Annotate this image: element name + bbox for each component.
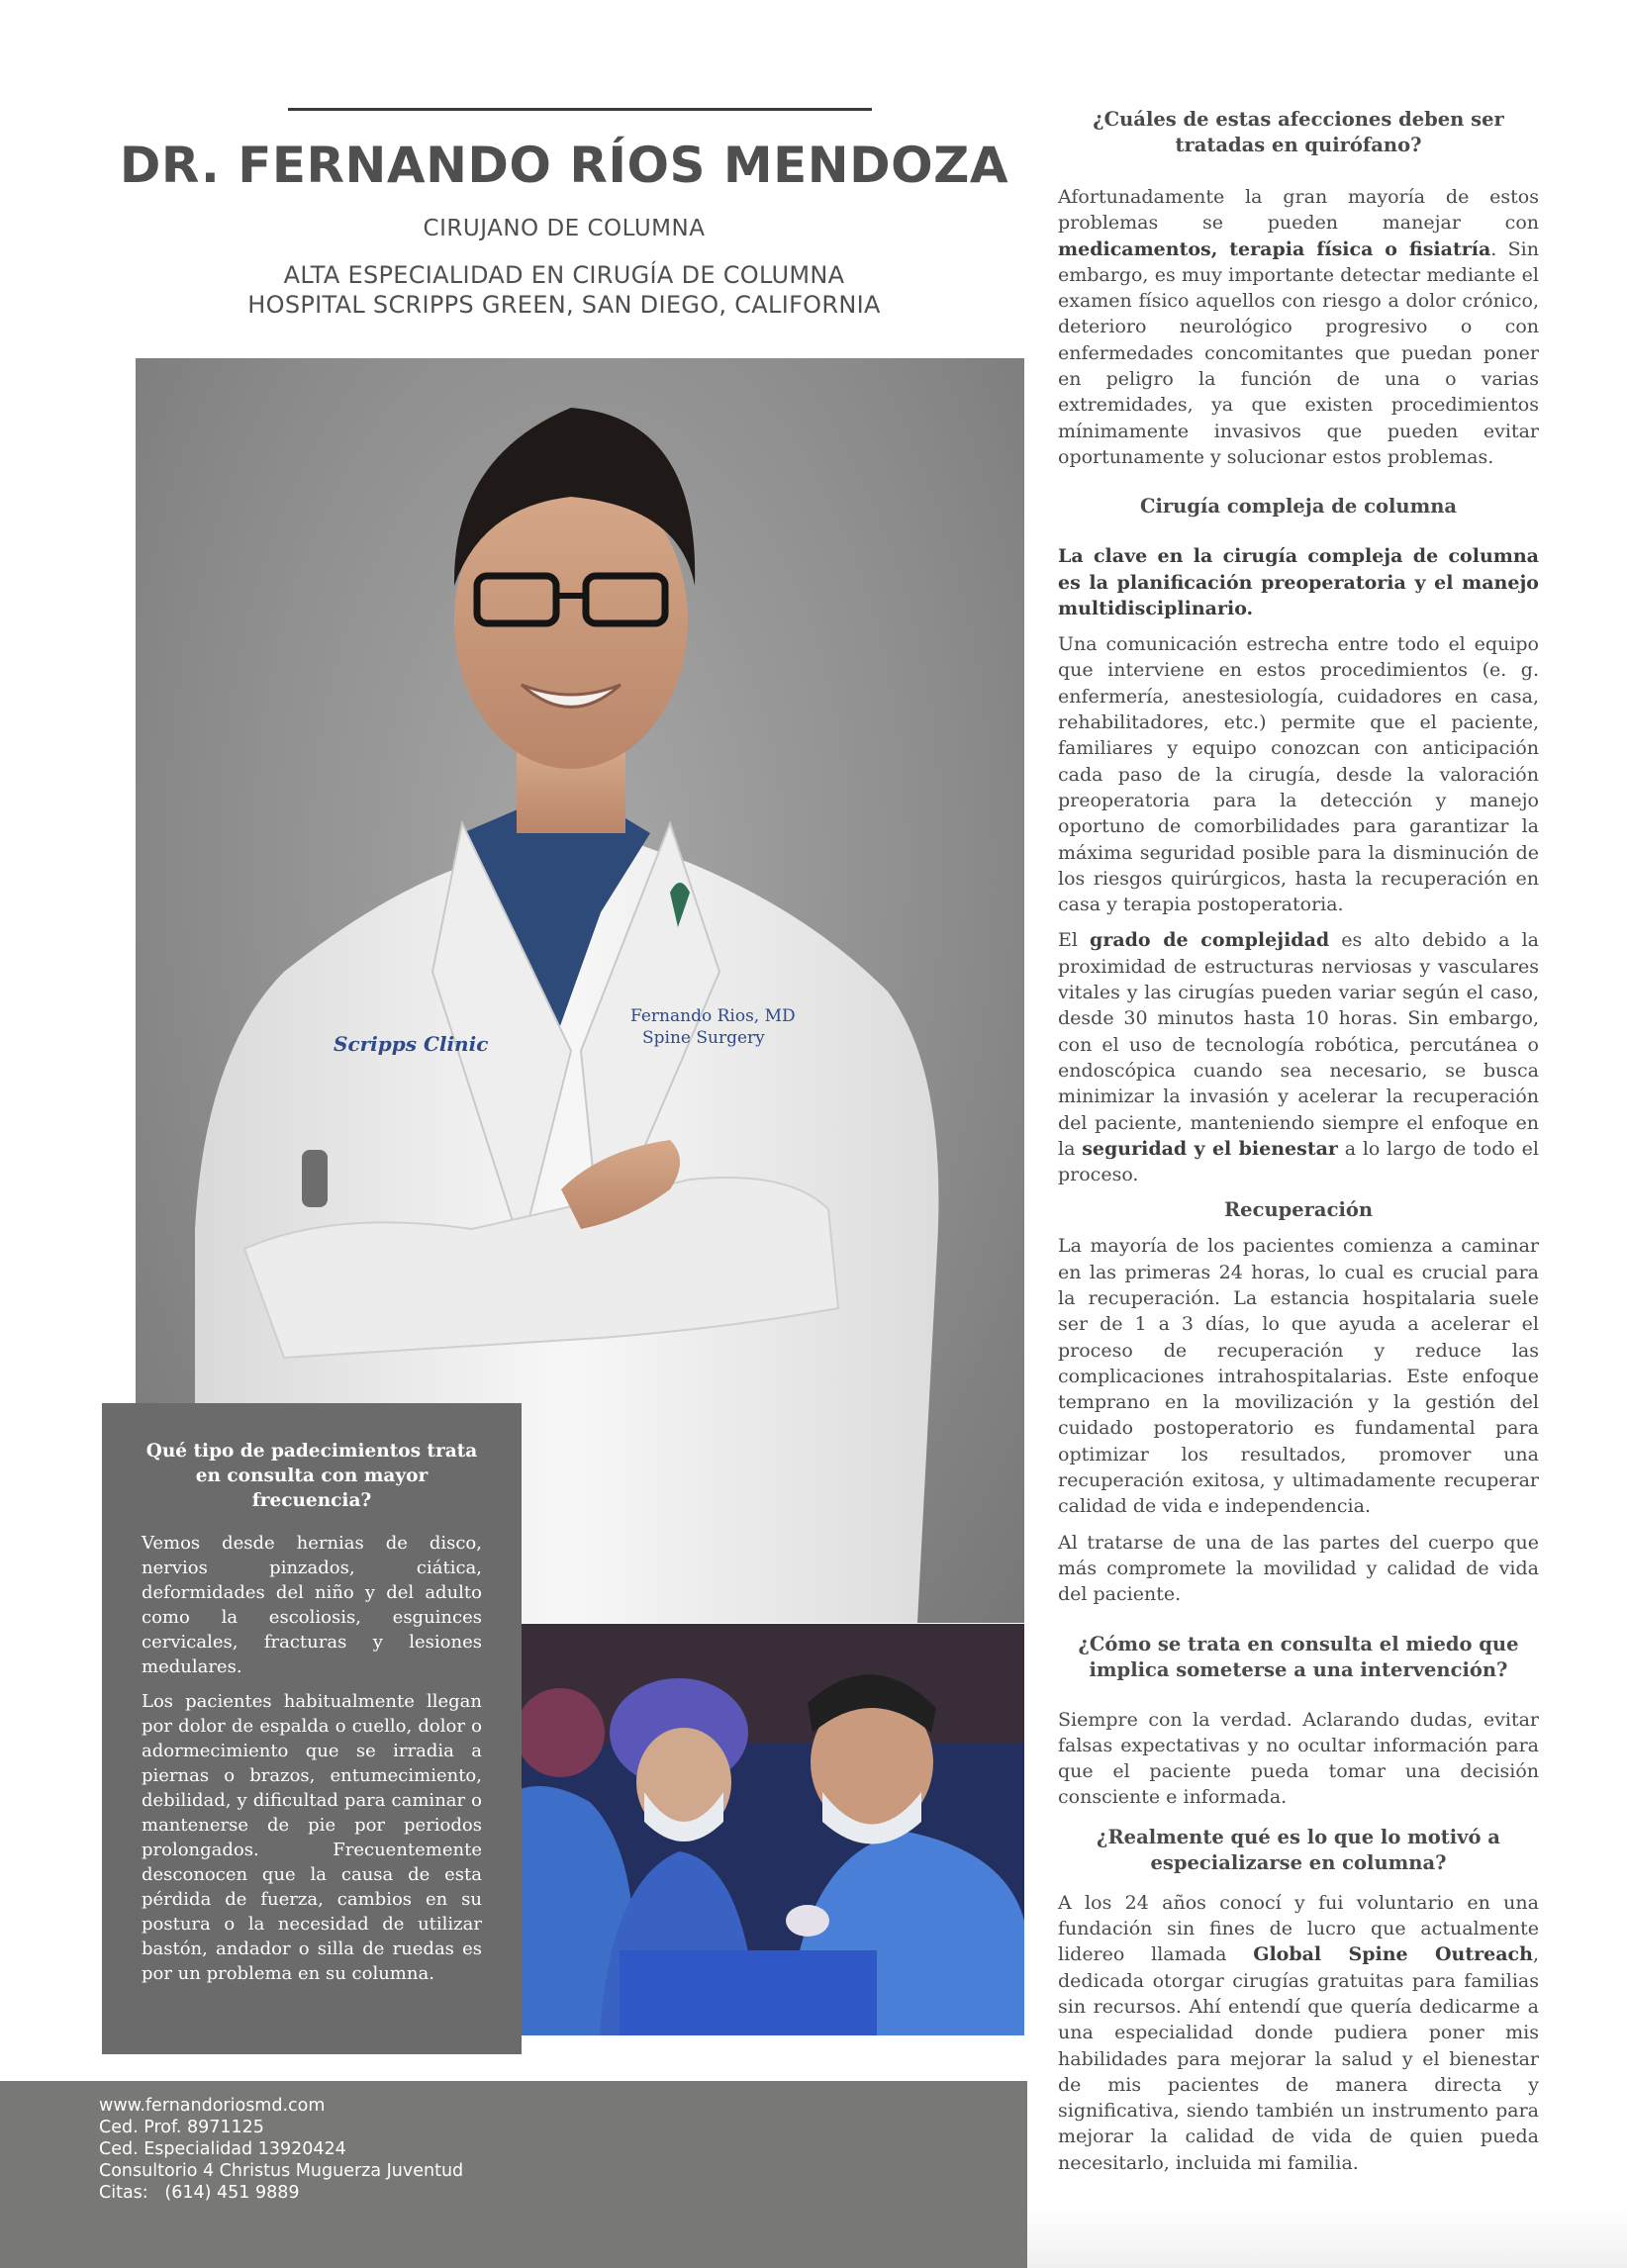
question-motivation: ¿Realmente qué es lo que lo motivó a especializarse en columna? [1097, 1825, 1500, 1874]
coat-name: Fernando Rios, MD [630, 1006, 796, 1026]
specialty-license: Ced. Especialidad 13920424 [99, 2139, 346, 2159]
answer-surgery-text-2: . Sin embargo, es muy importante detectar mediante el examen físico aquellos con riesgo a dolor crónico, deterioro neurológico progresivo o con enfermedades concomitantes que puedan poner en peligro la función de una o varias extremidades, ya que existen procedimientos mínimamente invasivos que pueden evitar oportunamente y solucionar estos problemas. [1058, 237, 1539, 468]
answer-surgery [1058, 184, 1539, 470]
complexity-text-2: es alto debido a la proximidad de estructuras nerviosas y vasculares vitales y las cirugías pueden variar según el caso, desde 30 minutos hasta 10 horas. Sin embargo, con el uso de tecnología robótica, percutánea o endoscópica cuando sea necesario, se busca minimizar la invasión y acelerar la recuperación del paciente, manteniendo siempre el enfoque en la [1058, 929, 1540, 1160]
surgery-illustration [481, 1624, 1024, 2035]
coat-dept: Spine Surgery [642, 1028, 765, 1048]
question-surgery: ¿Cuáles de estas afecciones deben ser tratadas en quirófano? [1093, 108, 1504, 156]
complex-surgery-paragraph-1: Una comunicación estrecha entre todo el equipo que interviene en estos procedimientos (e. g. enfermería, anestesiología, cuidadores en casa, rehabilitadores, etc.) permite que el paciente, familiares y equipo conozcan con anticipación cada paso de la cirugía, desde la valoración preoperatoria para la detección y manejo oportuno de comorbilidades para garantizar la máxima seguridad posible para la disminución de los riesgos quirúrgicos, hasta la recuperación en casa y terapia postoperatoria. [1058, 633, 1539, 916]
complexity-text-1: El [1058, 929, 1091, 952]
heading-complex-surgery: Cirugía compleja de columna [1139, 495, 1458, 519]
website-link[interactable]: www.fernandoriosmd.com [99, 2096, 326, 2116]
complex-surgery-paragraph-2 [1058, 927, 1539, 1187]
answer-fear: Siempre con la verdad. Aclarando dudas, evitar falsas expectativas y no ocultar información para que el paciente pueda tomar una decisión consciente e informada. [1058, 1708, 1539, 1809]
doctor-title: CIRUJANO DE COLUMNA [423, 216, 706, 241]
header-rule [288, 108, 872, 111]
faq-answer-paragraph-1: Vemos desde hernias de disco, nervios pinzados, ciática, deformidades del niño y del adulto como la escoliosis, esguinces cervicales, fracturas y lesiones medulares. [142, 1533, 482, 1677]
complexity-bold-1: grado de complejidad [1090, 929, 1330, 952]
faq-box [102, 1403, 522, 2054]
motivation-bold: Global Spine Outreach [1253, 1943, 1533, 1966]
coat-logo: Scripps Clinic [334, 1032, 489, 1056]
contact-footer [0, 2081, 1027, 2268]
complexity-text-3: a lo largo de todo el proceso. [1058, 1137, 1539, 1186]
professional-license: Ced. Prof. 8971125 [99, 2118, 264, 2137]
faq-question: Qué tipo de padecimientos trata en consulta con mayor frecuencia? [145, 1441, 478, 1511]
bottom-shadow-strip [1027, 2207, 1627, 2268]
motivation-text-2: , dedicada otorgar cirugías gratuitas para familias sin recursos. Ahí entendí que quería dedicarme a una especialidad donde pudiera poner mis habilidades para mejorar la salud y el bienestar de mis pacientes de manera directa y significativa, siendo también un instrumento para mejorar la calidad de vida de quien pueda necesitarlo, incluida mi familia. [1058, 1943, 1539, 2174]
question-fear: ¿Cómo se trata en consulta el miedo que implica someterse a una intervención? [1078, 1632, 1519, 1681]
appointments-phone: Citas: (614) 451 9889 [99, 2183, 300, 2203]
complex-surgery-lead: La clave en la cirugía compleja de columna es la planificación preoperatoria y el manejo multidisciplinario. [1058, 545, 1539, 619]
motivation-text-1: A los 24 años conocí y fui voluntario en una fundación sin fines de lucro que actualmente lidereo llamada [1058, 1891, 1539, 1966]
office-address: Consultorio 4 Christus Muguerza Juventud [99, 2161, 464, 2181]
faq-answer-paragraph-2: Los pacientes habitualmente llegan por dolor de espalda o cuello, dolor o adormecimiento que se irradia a piernas o brazos, entumecimiento, debilidad, y dificultad para caminar o mantenerse de pie por periodos prolongados. Frecuentemente desconocen que la causa de esta pérdida de fuerza, cambios en su postura o la necesidad de utilizar bastón, andador o silla de ruedas es por un problema en su columna. [142, 1691, 482, 1984]
doctor-name: DR. FERNANDO RÍOS MENDOZA [119, 137, 1009, 194]
complexity-bold-2: seguridad y el bienestar [1082, 1137, 1338, 1160]
specialty-line-2: HOSPITAL SCRIPPS GREEN, SAN DIEGO, CALIFORNIA [247, 291, 881, 319]
answer-surgery-text-1: Afortunadamente la gran mayoría de estos problemas se pueden manejar con [1058, 186, 1539, 235]
answer-surgery-bold: medicamentos, terapia física o fisiatría [1058, 237, 1491, 260]
recovery-paragraph-2: Al tratarse de una de las partes del cuerpo que más compromete la movilidad y calidad de vida del paciente. [1058, 1531, 1539, 1606]
surgery-photo [481, 1624, 1024, 2035]
heading-recovery: Recuperación [1223, 1198, 1374, 1222]
article-right-column [1058, 107, 1539, 2176]
specialty-line-1: ALTA ESPECIALIDAD EN CIRUGÍA DE COLUMNA [283, 261, 845, 289]
answer-motivation [1058, 1890, 1539, 2176]
recovery-paragraph-1: La mayoría de los pacientes comienza a caminar en las primeras 24 horas, lo cual es crucial para la recuperación. La estancia hospitalaria suele ser de 1 a 3 días, lo que ayuda a acelerar el proceso de recuperación y reduce las complicaciones intrahospitalarias. Este enfoque temprano en la movilización y la gestión del cuidado postoperatorio es fundamental para optimizar los resultados, promover una recuperación exitosa, y ultimadamente recuperar calidad de vida e independencia. [1058, 1235, 1539, 1518]
